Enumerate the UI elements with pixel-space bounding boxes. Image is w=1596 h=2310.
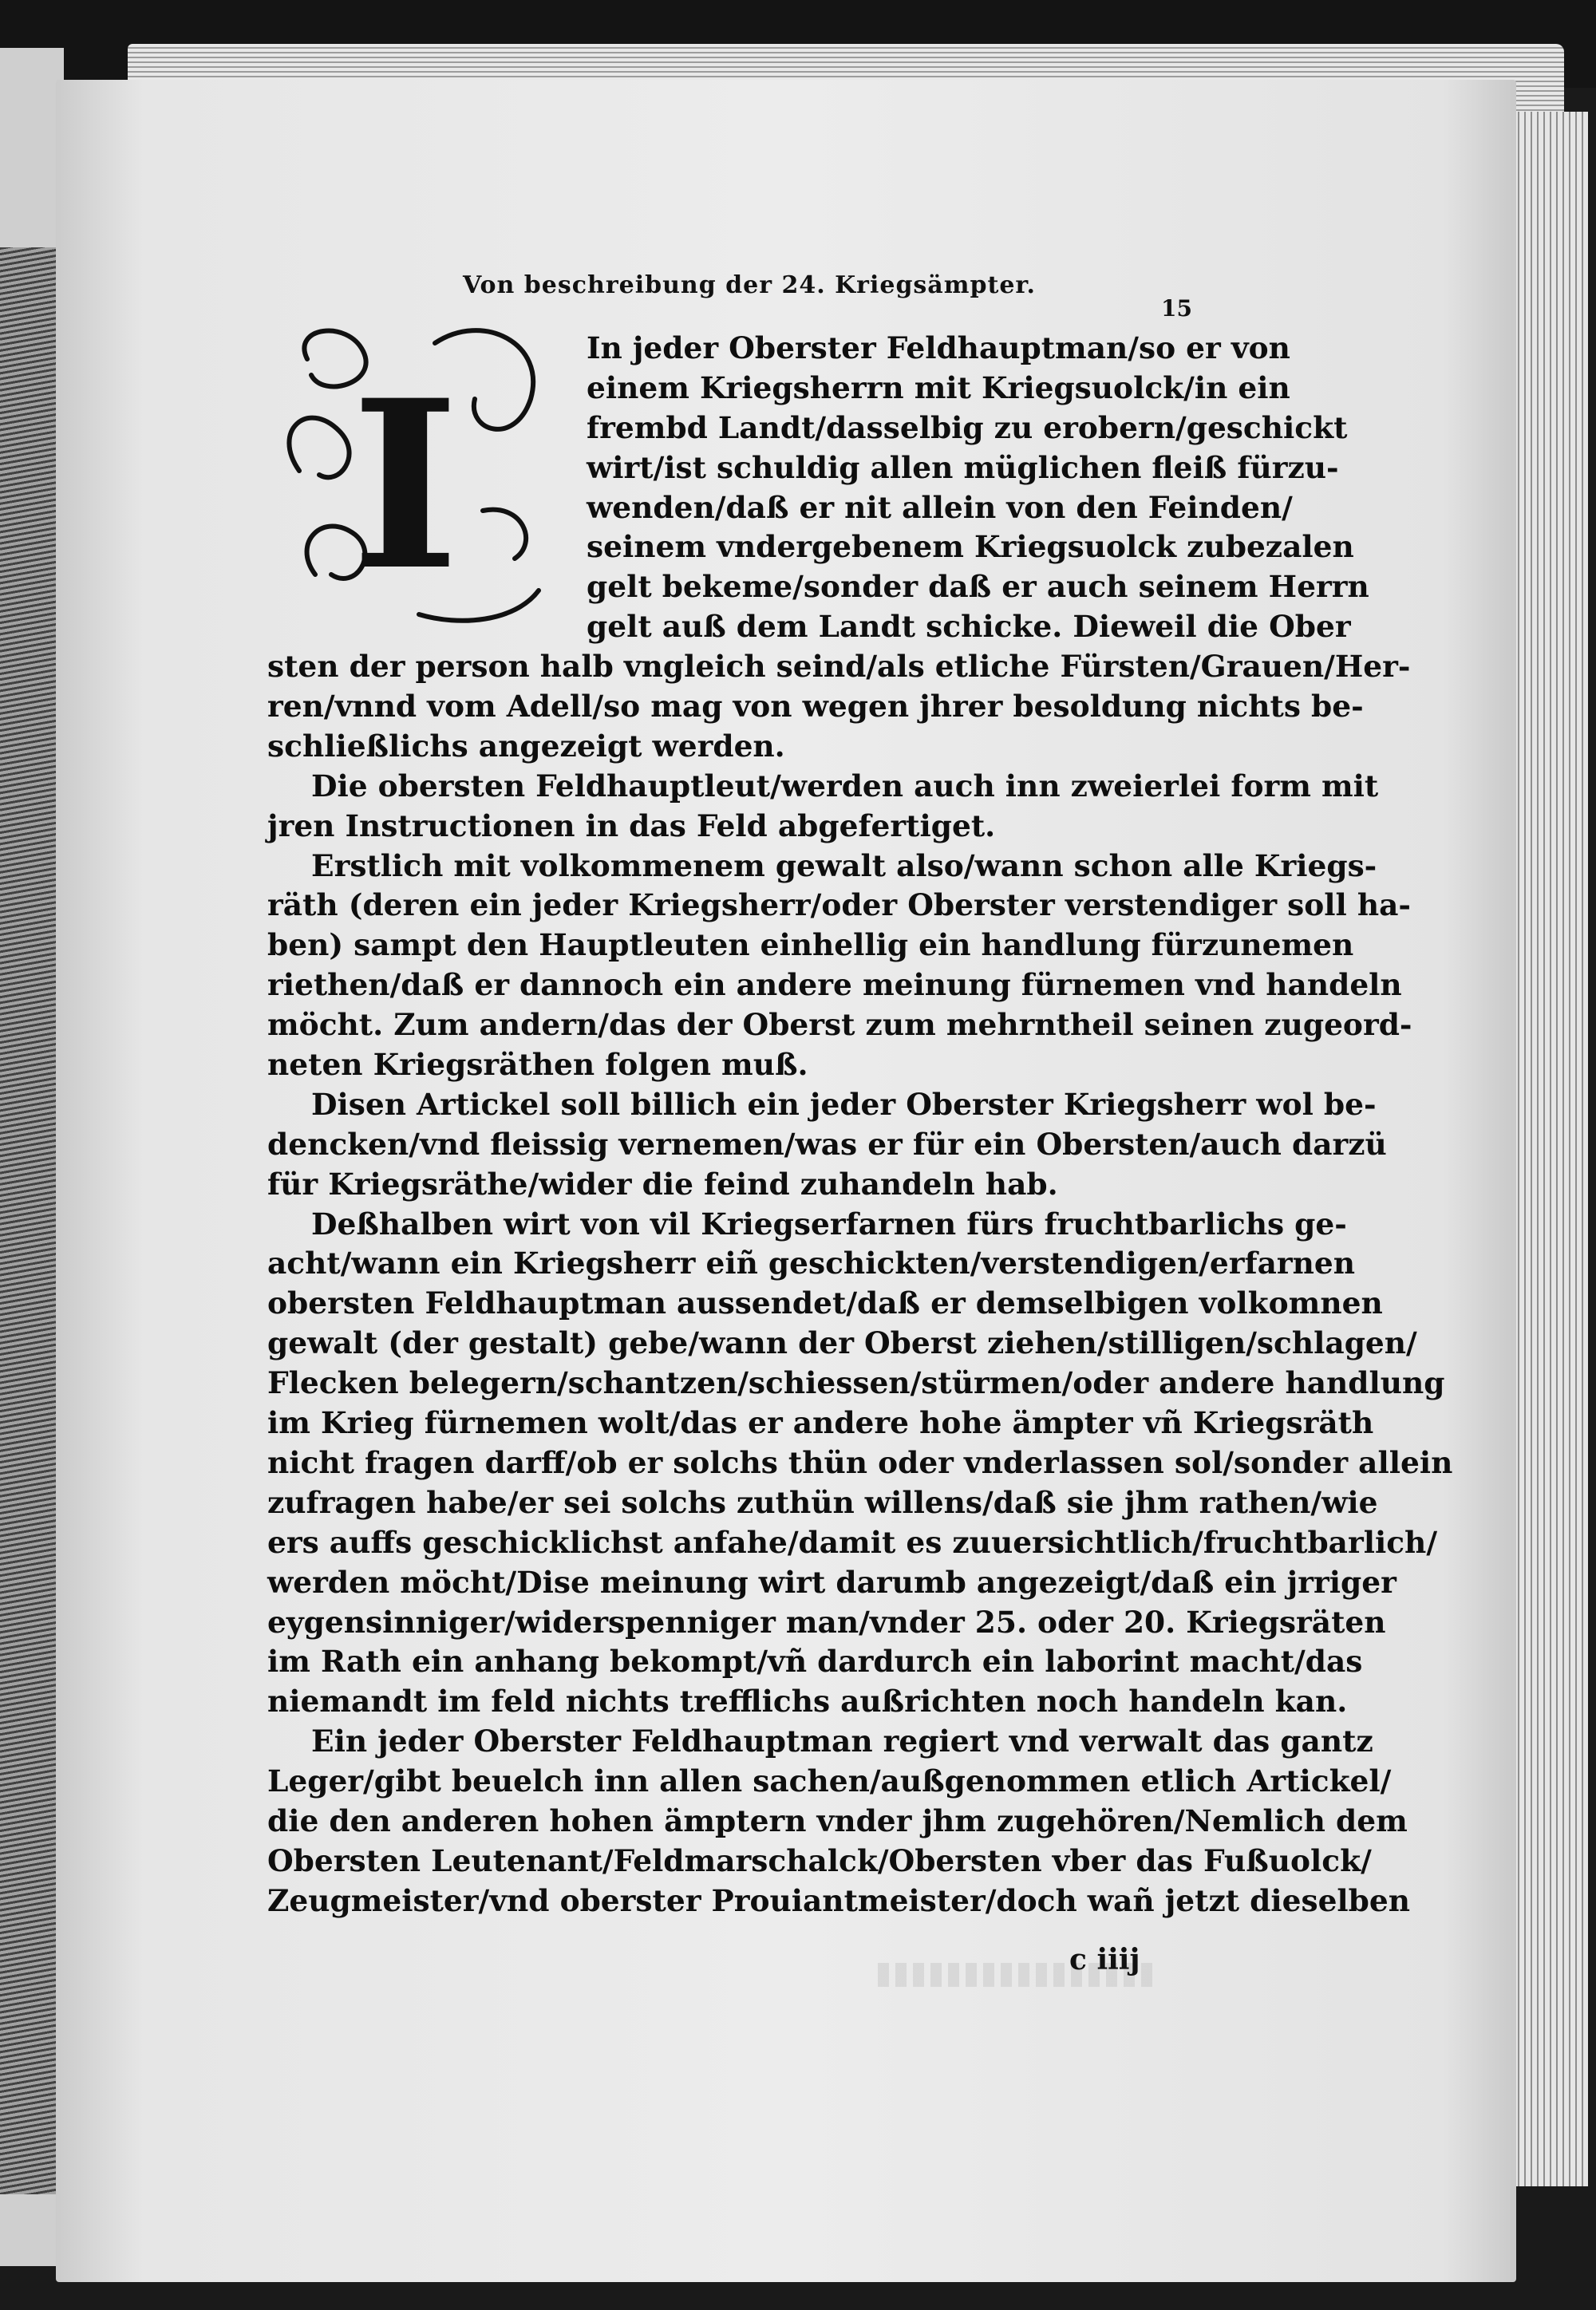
text-line: gelt auß dem Landt schicke. Dieweil die Ober [587,609,1351,645]
text-line: nicht fragen darff/ob er solchs thün oder vnderlassen sol/sonder allein [267,1444,1453,1480]
text-line: Ein jeder Oberster Feldhauptman regiert vnd verwalt das gantz [311,1724,1373,1759]
left-facing-page [0,48,64,2266]
text-line: zufragen habe/er sei solchs zuthün willens/daß sie jhm rathen/wie [267,1484,1378,1520]
text-line: obersten Feldhauptman aussendet/daß er demselbigen volkomnen [267,1285,1383,1321]
text-line: im Rath ein anhang bekompt/vñ dardurch ein laborint macht/das [267,1644,1363,1680]
text-line: Obersten Leutenant/Feldmarschalck/Obersten vber das Fußuolck/ [267,1842,1372,1878]
text-line: Leger/gibt beuelch inn allen sachen/außgenommen etlich Artickel/ [267,1763,1392,1799]
text-line: einem Kriegsherrn mit Kriegsuolck/in ein [587,369,1290,405]
body-text [267,329,1453,1921]
left-page-woodcut-border [0,247,61,2194]
text-line: ben) sampt den Hauptleuten einhellig ein handlung fürzunemen [267,927,1354,963]
text-line: eygensinniger/widerspenniger man/vnder 25. oder 20. Kriegsräten [267,1604,1386,1640]
text-line: riethen/daß er dannoch ein andere meinung fürnemen vnd handeln [267,967,1402,1003]
text-line: jren Instructionen in das Feld abgefertiget. [267,808,996,843]
text-line: im Krieg fürnemen wolt/das er andere hohe ämpter vñ Kriegsräth [267,1405,1374,1441]
text-line: In jeder Oberster Feldhauptman/so er von [587,330,1290,365]
text-line: Deßhalben wirt von vil Kriegserfarnen fürs fruchtbarlichs ge- [311,1206,1347,1242]
text-line: seinem vndergebenem Kriegsuolck zubezalen [587,529,1354,565]
text-line: Zeugmeister/vnd oberster Prouiantmeister/doch wañ jetzt dieselben [267,1882,1411,1918]
text-line: gelt bekeme/sonder daß er auch seinem Herrn [587,569,1369,605]
text-line: sten der person halb vngleich seind/als etliche Fürsten/Grauen/Her- [267,649,1411,685]
text-line: werden möcht/Dise meinung wirt darumb angezeigt/daß ein jrriger [267,1564,1396,1600]
folio-number: 15 [1161,295,1192,322]
text-line: wirt/ist schuldig allen müglichen fleiß fürzu- [587,449,1339,485]
text-line: für Kriegsräthe/wider die feind zuhandeln hab. [267,1166,1058,1202]
text-line: Disen Artickel soll billich ein jeder Oberster Kriegsherr wol be- [311,1086,1377,1122]
text-line: ers auffs geschicklichst anfahe/damit es zuuersichtlich/fruchtbarlich/ [267,1524,1438,1560]
signature-mark: c iiij [1069,1943,1140,1976]
text-line: Erstlich mit volkommenem gewalt also/wann schon alle Kriegs- [311,847,1377,883]
text-line: dencken/vnd fleissig vernemen/was er für ein Obersten/auch darzü [267,1126,1387,1162]
text-line: Die obersten Feldhauptleut/werden auch inn zweierlei form mit [311,768,1379,804]
text-line: ren/vnnd vom Adell/so mag von wegen jhrer besoldung nichts be- [267,689,1364,725]
text-line: frembd Landt/dasselbig zu erobern/geschickt [587,409,1348,445]
running-head: Von beschreibung der 24. Kriegsämpter. [463,271,1036,299]
text-line: acht/wann ein Kriegsherr eiñ geschickten/verstendigen/erfarnen [267,1246,1356,1281]
text-line: räth (deren ein jeder Kriegsherr/oder Oberster verstendiger soll ha- [267,887,1411,923]
text-line: wenden/daß er nit allein von den Feinden/ [587,489,1293,525]
text-line: möcht. Zum andern/das der Oberst zum mehrntheil seinen zugeord- [267,1007,1412,1043]
text-line: schließlichs angezeigt werden. [267,728,785,764]
text-line: die den anderen hohen ämptern vnder jhm zugehören/Nemlich dem [267,1803,1408,1838]
text-line: neten Kriegsräthen folgen muß. [267,1047,808,1083]
text-line: niemandt im feld nichts trefflichs außrichten noch handeln kan. [267,1684,1348,1720]
text-line: gewalt (der gestalt) gebe/wann der Oberst ziehen/stilligen/schlagen/ [267,1325,1417,1361]
svg-text:I: I [351,350,460,622]
text-line: Flecken belegern/schantzen/schiessen/stürmen/oder andere handlung [267,1365,1445,1401]
